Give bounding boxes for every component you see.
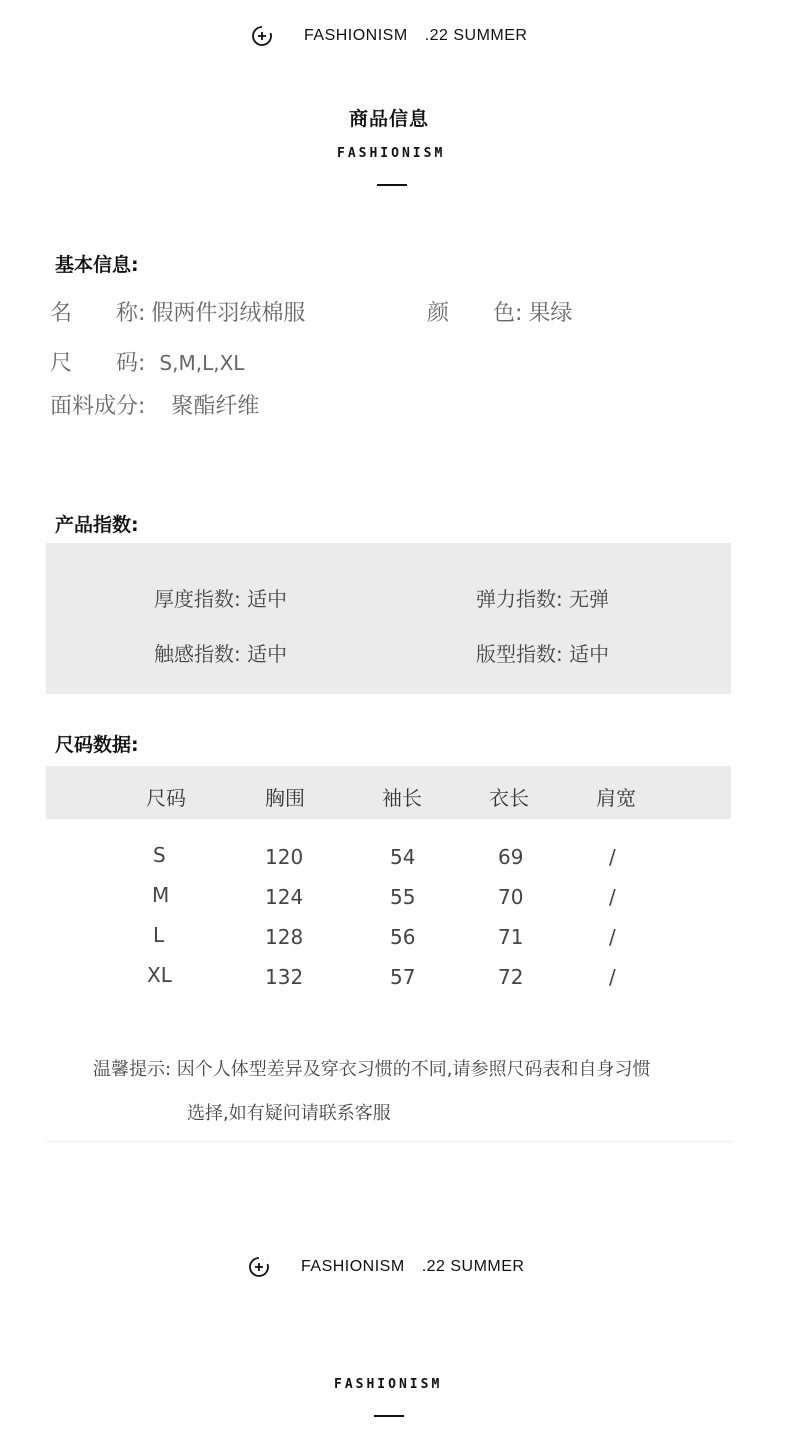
size-table-heading: 尺码数据:	[55, 734, 139, 756]
name-row	[50, 296, 305, 327]
size-row	[50, 346, 244, 377]
fit-index: 版型指数: 适中	[476, 642, 610, 666]
table-cell: 56	[390, 925, 416, 949]
table-cell: 57	[390, 965, 416, 989]
brand-bar-bottom	[248, 1256, 524, 1278]
table-cell: 124	[265, 885, 304, 909]
col-size: 尺码	[146, 786, 186, 810]
color-label: 颜 色:	[427, 301, 523, 326]
brand-name: FASHIONISM	[301, 1258, 405, 1275]
table-cell: 71	[498, 925, 524, 949]
tip-divider	[46, 1141, 731, 1142]
index-heading: 产品指数:	[55, 514, 139, 536]
table-cell: XL	[147, 963, 172, 987]
fabric-value: 聚酯纤维	[171, 394, 260, 419]
fabric-label: 面料成分:	[50, 394, 146, 419]
color-value: 果绿	[528, 301, 573, 326]
color-row	[427, 296, 572, 327]
table-cell: /	[609, 965, 616, 989]
footer-subtitle: FASHIONISM	[334, 1377, 443, 1392]
index-panel	[46, 543, 731, 694]
circle-plus-icon	[251, 25, 273, 47]
basic-info-heading: 基本信息:	[55, 254, 139, 276]
brand-season: .22 SUMMER	[421, 1258, 525, 1275]
thickness-index: 厚度指数: 适中	[154, 587, 288, 611]
tip-line-2: 选择,如有疑问请联系客服	[187, 1103, 391, 1124]
col-shoulder: 肩宽	[596, 786, 636, 810]
title-divider	[377, 184, 407, 186]
brand-bar-top	[251, 25, 527, 47]
tip-line-1: 温馨提示: 因个人体型差异及穿衣习惯的不同,请参照尺码表和自身习惯	[93, 1059, 651, 1080]
table-cell: /	[609, 925, 616, 949]
page-title: 商品信息	[349, 108, 430, 130]
table-cell: 132	[265, 965, 304, 989]
table-cell: M	[152, 883, 170, 907]
col-sleeve: 袖长	[382, 786, 422, 810]
name-label: 名 称:	[50, 301, 146, 326]
fabric-row	[50, 389, 259, 420]
touch-index: 触感指数: 适中	[154, 642, 288, 666]
table-cell: /	[609, 885, 616, 909]
name-value: 假两件羽绒棉服	[151, 301, 306, 326]
table-cell: 54	[390, 845, 416, 869]
brand-season: .22 SUMMER	[424, 27, 528, 44]
col-length: 衣长	[489, 786, 529, 810]
elasticity-index: 弹力指数: 无弹	[476, 587, 610, 611]
table-cell: 69	[498, 845, 524, 869]
col-chest: 胸围	[265, 786, 305, 810]
table-cell: S	[153, 843, 166, 867]
size-label: 尺 码:	[50, 351, 146, 376]
table-cell: 120	[265, 845, 304, 869]
table-cell: 55	[390, 885, 416, 909]
table-cell: L	[153, 923, 165, 947]
page-subtitle: FASHIONISM	[337, 146, 446, 161]
table-cell: 72	[498, 965, 524, 989]
brand-name: FASHIONISM	[304, 27, 408, 44]
table-cell: 70	[498, 885, 524, 909]
size-value: S,M,L,XL	[159, 351, 245, 375]
footer-divider	[374, 1415, 404, 1417]
circle-plus-icon	[248, 1256, 270, 1278]
table-cell: /	[609, 845, 616, 869]
table-cell: 128	[265, 925, 304, 949]
